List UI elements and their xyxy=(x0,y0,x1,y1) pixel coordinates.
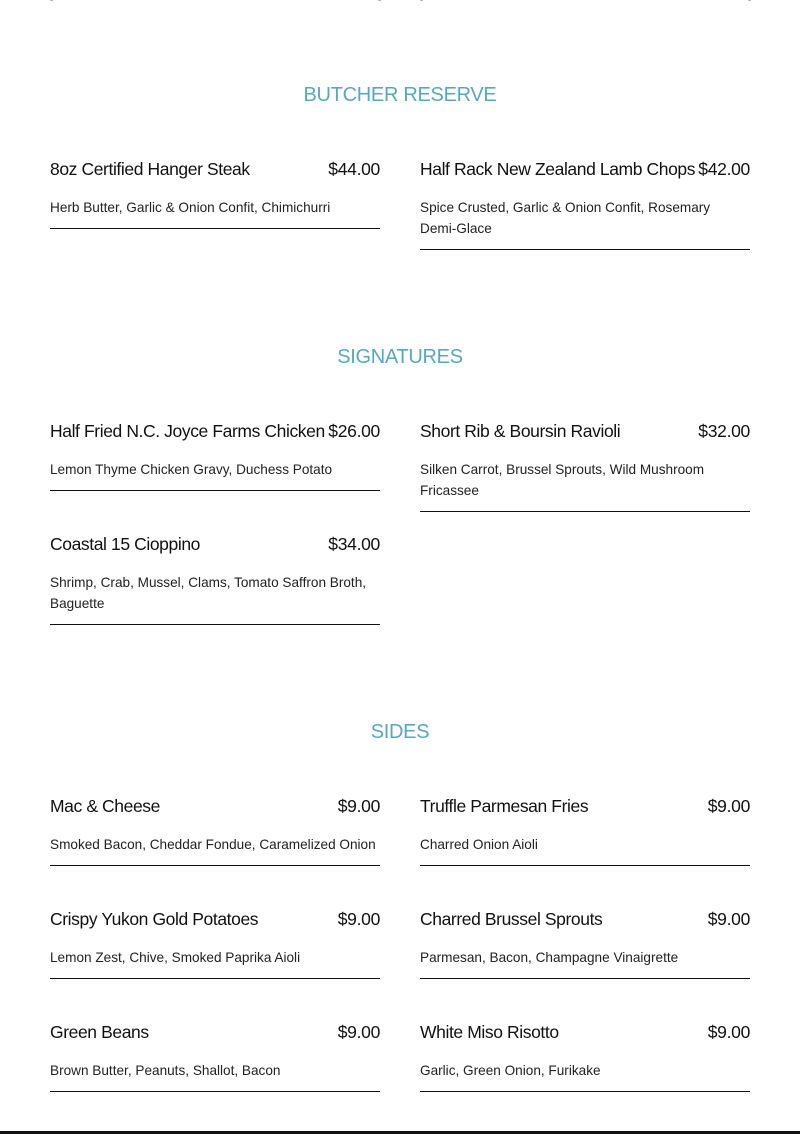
menu-item xyxy=(420,158,750,250)
item-price: $44.00 xyxy=(328,159,380,179)
menu-item xyxy=(50,1021,380,1092)
item-price: $32.00 xyxy=(698,421,750,441)
item-description: Charred Onion Aioli xyxy=(420,834,750,866)
item-price: $9.00 xyxy=(707,909,750,929)
item-name: Coastal 15 Cioppino xyxy=(50,534,201,554)
menu-item xyxy=(420,420,750,512)
menu-item xyxy=(50,908,380,979)
item-price: $9.00 xyxy=(337,796,380,816)
item-description: Garlic, Green Onion, Furikake xyxy=(420,1060,750,1092)
item-name: White Miso Risotto xyxy=(420,1022,559,1042)
item-name: Green Beans xyxy=(50,1022,149,1042)
item-description: Parmesan, Bacon, Champagne Vinaigrette xyxy=(420,947,750,979)
item-name: Half Rack New Zealand Lamb Chops xyxy=(420,159,696,179)
item-price: $26.00 xyxy=(328,421,380,441)
section-title-sides: SIDES xyxy=(370,721,430,743)
menu-item xyxy=(50,533,380,625)
item-description: Lemon Thyme Chicken Gravy, Duchess Potato xyxy=(50,459,380,491)
item-name: Half Fried N.C. Joyce Farms Chicken xyxy=(50,421,325,441)
item-price: $34.00 xyxy=(328,534,380,554)
item-price: $9.00 xyxy=(707,1022,750,1042)
top-edge-marks xyxy=(0,0,800,2)
section-title-signatures: SIGNATURES xyxy=(337,346,463,368)
section-title-butcher-reserve: BUTCHER RESERVE xyxy=(303,84,497,106)
menu-item xyxy=(50,158,380,229)
item-price: $9.00 xyxy=(337,1022,380,1042)
item-name: Charred Brussel Sprouts xyxy=(420,909,603,929)
item-name: Mac & Cheese xyxy=(50,796,160,816)
menu-item xyxy=(50,795,380,866)
item-description: Smoked Bacon, Cheddar Fondue, Caramelized Onion xyxy=(50,834,380,866)
menu-item xyxy=(420,908,750,979)
item-price: $9.00 xyxy=(707,796,750,816)
menu-item xyxy=(420,795,750,866)
item-description: Lemon Zest, Chive, Smoked Paprika Aioli xyxy=(50,947,380,979)
menu-item xyxy=(50,420,380,491)
item-description: Shrimp, Crab, Mussel, Clams, Tomato Saffron Broth, Baguette xyxy=(50,572,380,625)
item-description: Silken Carrot, Brussel Sprouts, Wild Mushroom Fricassee xyxy=(420,459,750,512)
item-name: Short Rib & Boursin Ravioli xyxy=(420,421,621,441)
item-description: Spice Crusted, Garlic & Onion Confit, Rosemary Demi-Glace xyxy=(420,197,750,250)
item-name: 8oz Certified Hanger Steak xyxy=(50,159,250,179)
item-description: Herb Butter, Garlic & Onion Confit, Chimichurri xyxy=(50,197,380,229)
item-description: Brown Butter, Peanuts, Shallot, Bacon xyxy=(50,1060,380,1092)
item-name: Truffle Parmesan Fries xyxy=(420,796,589,816)
menu-item xyxy=(420,1021,750,1092)
item-price: $42.00 xyxy=(698,159,750,179)
item-name: Crispy Yukon Gold Potatoes xyxy=(50,909,259,929)
item-price: $9.00 xyxy=(337,909,380,929)
